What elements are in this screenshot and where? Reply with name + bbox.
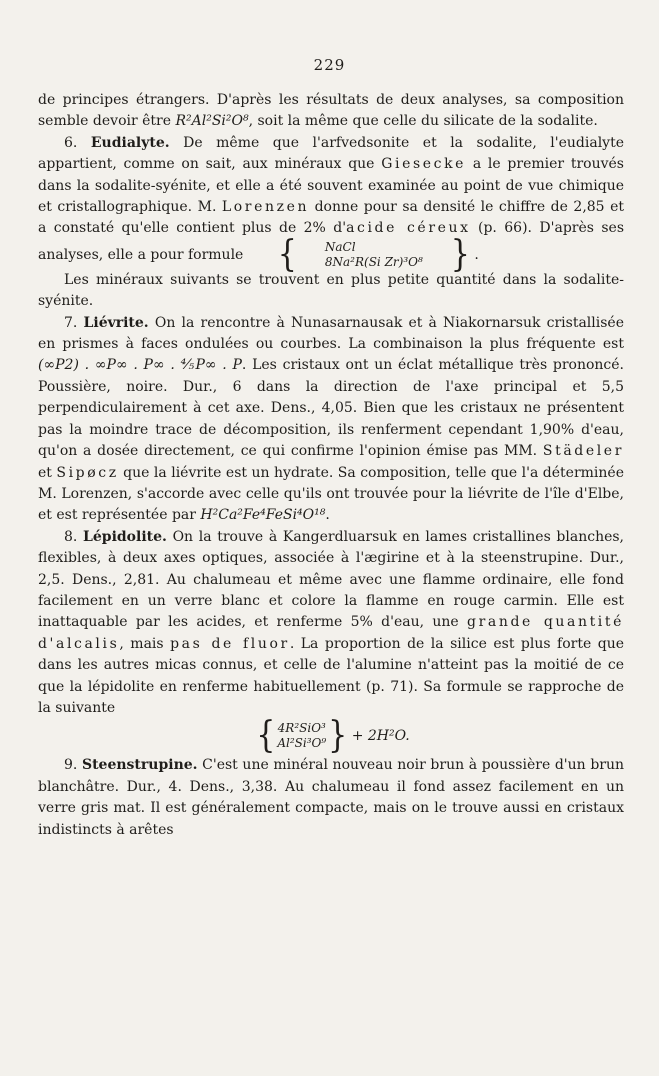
formula-lievrite: H²Ca²Fe⁴FeSi⁴O¹⁸ xyxy=(200,507,326,524)
section-number: 9. xyxy=(64,757,78,774)
paragraph-minor-minerals: Les minéraux suivants se trouvent en plus petite quantité dans la sodalite-syénite. xyxy=(38,271,624,310)
formula-lepidolite-tail: + 2H²O. xyxy=(351,728,410,745)
author-lorenzen: Lorenzen xyxy=(221,199,310,216)
formula-lepidolite-bottom: Al²Si³O⁹ xyxy=(277,736,327,751)
section-number: 6. xyxy=(64,134,78,151)
formula-r2al2si2o8: R²Al²Si²O⁸ xyxy=(175,113,249,130)
section-heading-lievrite: Liévrite. xyxy=(83,314,149,331)
formula-lepidolite-top: 4R²SiO³ xyxy=(277,721,326,736)
paragraph-eudialyte: 6. Eudialyte. De même que l'arfvedsonite et la sodalite, l'eudialyte appartient, comme on sait, aux minéraux que Giesecke a le premier trouvés dans la sodalite-syénite, et elle a été souvent examinée au point de vue chimique et cristallographique. M. Lorenzen donne pour sa densité le chiffre de 2,85 et a constaté qu'elle contient plus de 2% d'acide céreux (p. 66). D'après ses analyses, elle a pour formule { NaCl 8Na²R(Si Zr)³O⁸ } . xyxy=(38,134,625,276)
acide-cereux: acide céreux xyxy=(346,220,471,237)
paragraph-lepidolite: 8. Lépidolite. On la trouve à Kangerdluarsuk en lames cristallines blanches, flexibles, à deux axes optiques, associée à l'ægirine et à la steenstrupine. Dur., 2,5. Dens., 2,81. Au chalumeau et même avec une flamme ordinaire, elle fond facilement en un verre blanc et colore la flamme en rouge carmin. Elle est inattaquable par les acides, et renferme 5% d'eau, une grande quantité d'alcalis, mais pas de fluor. La proportion de la silice est plus forte que dans les autres micas connus, et celle de l'alumine n'atteint pas la moitié de ce que la lépidolite en renferme habituellement (p. 71). Sa formule se rapproche de la suivante xyxy=(38,528,625,716)
section-number: 7. xyxy=(64,314,78,331)
formula-eudialyte-top: NaCl xyxy=(324,239,356,254)
paragraph-lievrite: 7. Liévrite. On la rencontre à Nunasarnausak et à Niakornarsuk cristallisée en prismes à faces ondulées ou courbes. La combinaison la plus fréquente est (∞P2) . ∞P∞ . P∞ . ⅘P∞ . P. Les cristaux ont un éclat métallique très prononcé. Poussière, noire. Dur., 6 dans la direction de l'axe principal et 5,5 perpendiculairement à cet axe. Dens., 4,05. Bien que les cristaux ne présentent pas la moindre trace de décomposition, ils renferment cependant 1,90% d'eau, qu'on a dosée directement, ce qui confirme l'opinion émise pas MM. Städeler et Sipøcz que la liévrite est un hydrate. Sa composition, telle que l'a déterminée M. Lorenzen, s'accorde avec celle qu'ils ont trouvée pour la liévrite de l'île d'Elbe, et est représentée par H²Ca²Fe⁴FeSi⁴O¹⁸. xyxy=(38,314,625,524)
page-number: 229 xyxy=(313,56,346,74)
formula-eudialyte-bottom: 8Na²R(Si Zr)³O⁸ xyxy=(324,254,423,269)
section-heading-lepidolite: Lépidolite. xyxy=(83,528,167,545)
section-heading-steenstrupine: Steenstrupine. xyxy=(81,757,198,774)
spaced-emphasis-alcalis: grande quantité d'alcalis xyxy=(38,614,624,652)
paragraph-steenstrupine: 9. Steenstrupine. C'est une minéral nouveau noir brun à poussière d'un brun blanchâtre. Dur., 4. Dens., 3,38. Au chalumeau il fond assez facilement en un verre gris mat. Il est généralement compacte, mais on le trouve aussi en cristaux indistincts à arêtes xyxy=(38,757,625,838)
author-sipocz: Sipøcz xyxy=(56,464,119,481)
spaced-emphasis-fluor: pas de fluor xyxy=(170,635,290,652)
section-heading-eudialyte: Eudialyte. xyxy=(90,134,170,151)
paragraph-sodalite-composition: de principes étrangers. D'après les résultats de deux analyses, sa composition semble devoir être R²Al²Si²O⁸, soit la même que celle du silicate de la sodalite. xyxy=(38,92,624,130)
author-stadeler: Städeler xyxy=(542,443,624,460)
section-number: 8. xyxy=(64,528,78,545)
crystal-combination: (∞P2) . ∞P∞ . P∞ . ⅘P∞ . P xyxy=(38,357,242,374)
author-giesecke: Giesecke xyxy=(381,156,467,173)
page-body xyxy=(38,90,624,841)
formula-eudialyte: { NaCl 8Na²R(Si Zr)³O⁸ } xyxy=(277,233,470,276)
formula-lepidolite: { 4R²SiO³ Al²Si³O⁹ } + 2H²O. xyxy=(256,714,410,757)
